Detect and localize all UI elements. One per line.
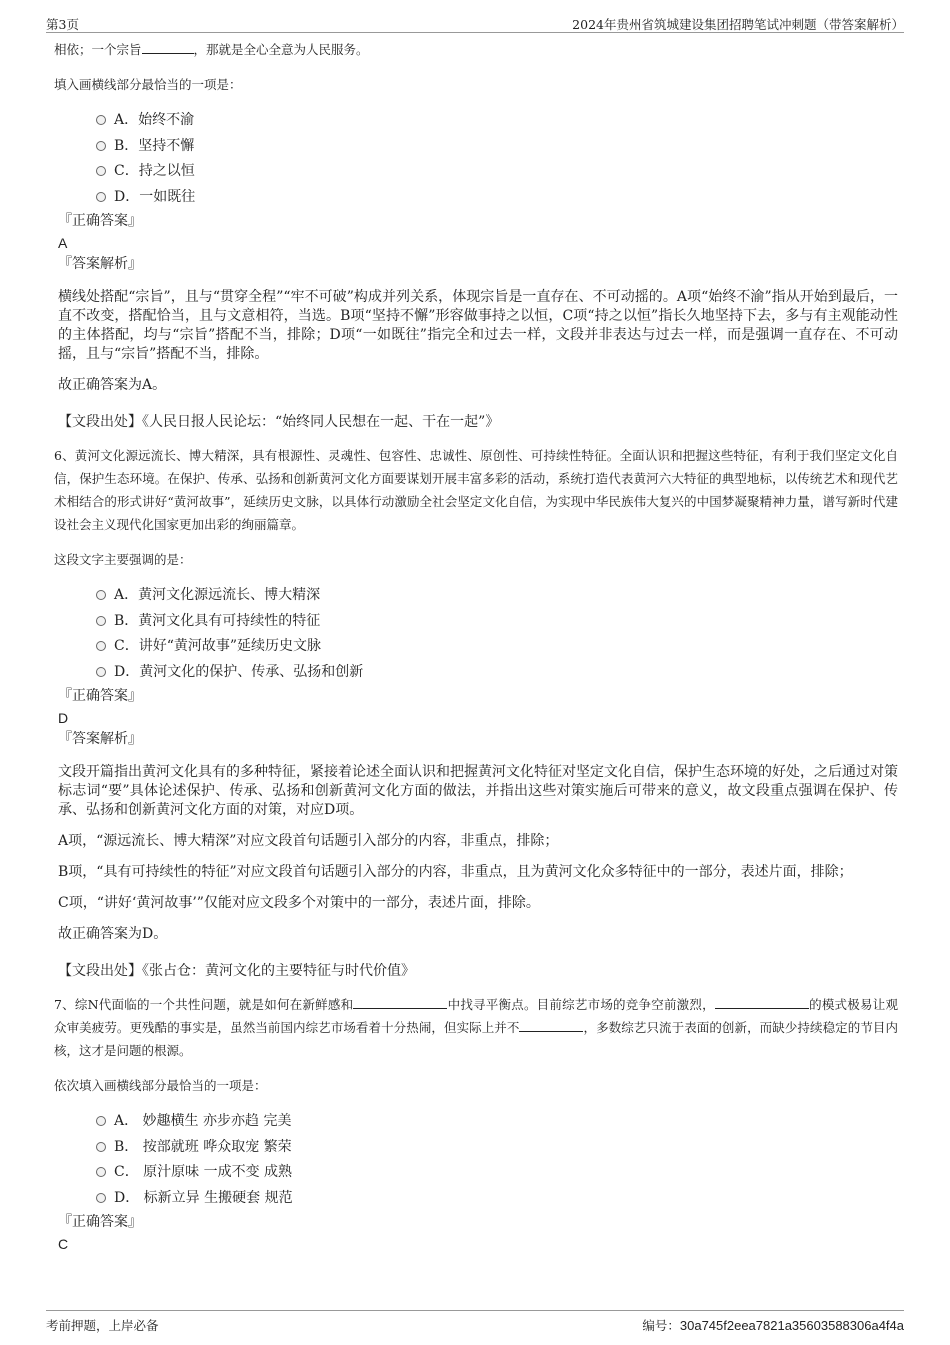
radio-icon[interactable] bbox=[96, 192, 106, 202]
radio-icon[interactable] bbox=[96, 115, 106, 125]
analysis-paragraph: 横线处搭配“宗旨”，且与“贯穿全程”“牢不可破”构成并列关系，体现宗旨是一直存在、不可动摇的。A项“始终不渝”指从开始到最后，一直不改变，搭配恰当，且与文意相符，当选。B项“坚持不懈”形容做事持之以恒，C项“持之以恒”指长久地坚持下去，多与有主观能动性的主体搭配，均与“宗旨”搭配不当，排除；D项“一如既往”指完全和过去一样，文段并非表达与过去一样，而是强调一直存在、不可动摇，且与“宗旨”搭配不当，排除。 bbox=[58, 289, 898, 362]
correct-answer: A bbox=[58, 235, 68, 251]
radio-icon[interactable] bbox=[96, 641, 106, 651]
analysis-conclusion: 故正确答案为A。 bbox=[58, 377, 167, 393]
q6-options bbox=[54, 583, 898, 685]
radio-icon[interactable] bbox=[96, 1116, 106, 1126]
option-c[interactable]: C．持之以恒 bbox=[96, 159, 898, 185]
correct-answer-label: 『正确答案』 bbox=[58, 213, 142, 229]
q7-options bbox=[54, 1109, 898, 1211]
option-d[interactable]: D． 标新立异 生搬硬套 规范 bbox=[96, 1186, 898, 1212]
fill-blank bbox=[519, 1017, 583, 1032]
option-d[interactable]: D．一如既往 bbox=[96, 185, 898, 211]
q5-prompt: 填入画横线部分最恰当的一项是： bbox=[54, 77, 242, 92]
radio-icon[interactable] bbox=[96, 1167, 106, 1177]
option-c[interactable]: C．讲好“黄河故事”延续历史文脉 bbox=[96, 634, 898, 660]
footer-slogan: 考前押题，上岸必备 bbox=[46, 1318, 159, 1333]
analysis-option-a: A项，“源远流长、博大精深”对应文段首句话题引入部分的内容，非重点，排除； bbox=[58, 833, 559, 849]
radio-icon[interactable] bbox=[96, 616, 106, 626]
analysis-conclusion: 故正确答案为D。 bbox=[58, 926, 168, 942]
option-b[interactable]: B．坚持不懈 bbox=[96, 134, 898, 160]
fill-blank bbox=[715, 994, 809, 1009]
analysis-label: 『答案解析』 bbox=[58, 731, 142, 747]
analysis-label: 『答案解析』 bbox=[58, 256, 142, 272]
correct-answer: C bbox=[58, 1236, 69, 1252]
q5-options bbox=[54, 108, 898, 210]
option-a[interactable]: A．黄河文化源远流长、博大精深 bbox=[96, 583, 898, 609]
document-code: 编号：30a745f2eea7821a35603588306a4f4a bbox=[642, 1318, 904, 1333]
page-header bbox=[46, 14, 904, 33]
radio-icon[interactable] bbox=[96, 590, 106, 600]
q7-stem: 7、综N代面临的一个共性问题，就是如何在新鲜感和 中找寻平衡点。目前综艺市场的竞争空前激烈， 的模式极易让观众审美疲劳。更残酷的事实是，虽然当前国内综艺市场看着十分热闹，但实际上并不 ，多数综艺只流于表面的创新，而缺少持续稳定的节目内核，这才是问题的根源。 bbox=[54, 993, 898, 1062]
q6-prompt: 这段文字主要强调的是： bbox=[54, 552, 192, 567]
correct-answer-label: 『正确答案』 bbox=[58, 1214, 142, 1230]
fill-blank bbox=[142, 39, 194, 54]
option-c[interactable]: C． 原汁原味 一成不变 成熟 bbox=[96, 1160, 898, 1186]
analysis-option-b: B项，“具有可持续性的特征”对应文段首句话题引入部分的内容，非重点，且为黄河文化众多特征中的一部分，表述片面，排除； bbox=[58, 864, 853, 880]
page-number: 第3页 bbox=[46, 17, 79, 32]
analysis-option-c: C项，“讲好‘黄河故事’”仅能对应文段多个对策中的一部分，表述片面，排除。 bbox=[58, 895, 540, 911]
radio-icon[interactable] bbox=[96, 1193, 106, 1203]
option-a[interactable]: A． 妙趣横生 亦步亦趋 完美 bbox=[96, 1109, 898, 1135]
option-d[interactable]: D．黄河文化的保护、传承、弘扬和创新 bbox=[96, 660, 898, 686]
source-citation: 【文段出处】《人民日报人民论坛：“始终同人民想在一起、干在一起”》 bbox=[58, 414, 500, 430]
analysis-paragraph: 文段开篇指出黄河文化具有的多种特征，紧接着论述全面认识和把握黄河文化特征对坚定文化自信，保护生态环境的好处，之后通过对策标志词“要”具体论述保护、传承、弘扬和创新黄河文化方面的做法，并指出这些对策实施后可带来的意义，故文段重点强调在保护、传承、弘扬和创新黄河文化方面的对策，对应D项。 bbox=[58, 764, 898, 818]
fill-blank bbox=[353, 994, 447, 1009]
source-citation: 【文段出处】《张占仓：黄河文化的主要特征与时代价值》 bbox=[58, 963, 415, 979]
page-content bbox=[54, 38, 898, 1254]
q6-stem: 6、黄河文化源远流长、博大精深，具有根源性、灵魂性、包容性、忠诚性、原创性、可持续性特征。全面认识和把握这些特征，有利于我们坚定文化自信，保护生态环境。在保护、传承、弘扬和创新黄河文化方面要谋划开展丰富多彩的活动，系统打造代表黄河六大特征的典型地标，以传统艺术和现代艺术相结合的形式讲好“黄河故事”，延续历史文脉，以具体行动激励全社会坚定文化自信，为实现中华民族伟大复兴的中国梦凝聚精神力量，谱写新时代建设社会主义现代化国家更加出彩的绚丽篇章。 bbox=[54, 448, 898, 532]
option-a[interactable]: A．始终不渝 bbox=[96, 108, 898, 134]
option-b[interactable]: B． 按部就班 哗众取宠 繁荣 bbox=[96, 1135, 898, 1161]
radio-icon[interactable] bbox=[96, 141, 106, 151]
q7-prompt: 依次填入画横线部分最恰当的一项是： bbox=[54, 1078, 267, 1093]
document-title: 2024年贵州省筑城建设集团招聘笔试冲刺题（带答案解析） bbox=[572, 17, 904, 32]
option-b[interactable]: B．黄河文化具有可持续性的特征 bbox=[96, 609, 898, 635]
q5-stem: 相依；一个宗旨 ，那就是全心全意为人民服务。 bbox=[54, 38, 898, 61]
radio-icon[interactable] bbox=[96, 667, 106, 677]
correct-answer: D bbox=[58, 710, 69, 726]
radio-icon[interactable] bbox=[96, 166, 106, 176]
correct-answer-label: 『正确答案』 bbox=[58, 688, 142, 704]
radio-icon[interactable] bbox=[96, 1142, 106, 1152]
page-footer bbox=[46, 1310, 904, 1335]
